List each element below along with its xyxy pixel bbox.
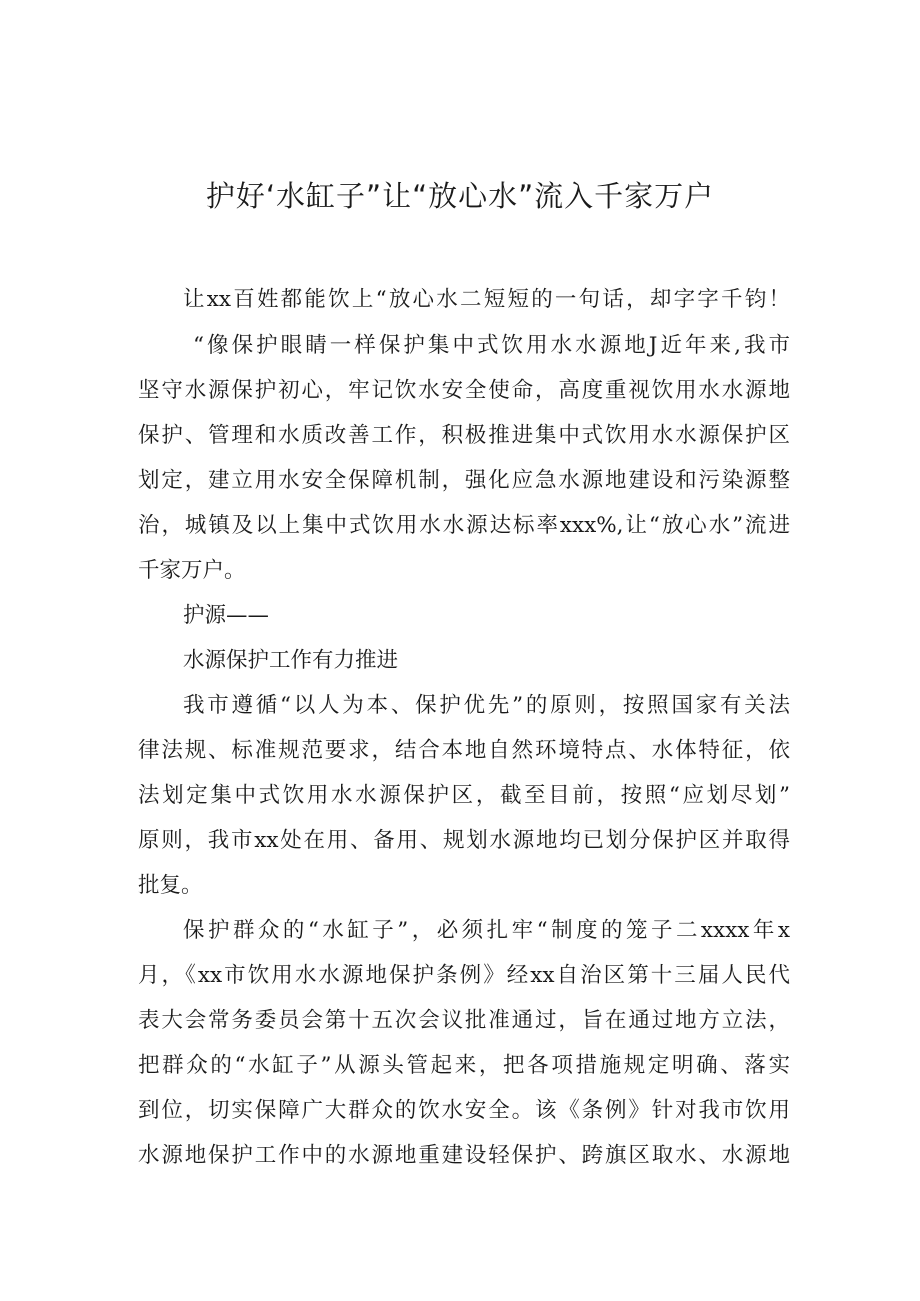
- intro-line: 划定，建立用水安全保障机制，强化应急水源地建设和污染源整: [138, 468, 790, 493]
- paragraph-line: 我市遵循“以人为本、保护优先”的原则，按照国家有关法: [183, 693, 790, 718]
- intro-line: 坚守水源保护初心，牢记饮水安全使命，高度重视饮用水水源地: [138, 378, 790, 403]
- paragraph-line: 表大会常务委员会第十五次会议批准通过，旨在通过地方立法，: [138, 1008, 790, 1033]
- paragraph-line: 到位，切实保障广大群众的饮水安全。该《条例》针对我市饮用: [138, 1098, 790, 1123]
- intro-first-line: 让xx百姓都能饮上“放心水二短短的一句话，却字字千钧！: [183, 287, 790, 312]
- document-title: 护好‘水缸子”让“放心水”流入千家万户: [205, 179, 715, 213]
- paragraph-line: 原则，我市xx处在用、备用、规划水源地均已划分保护区并取得: [138, 828, 790, 853]
- section-heading-subtitle: 水源保护工作有力推进: [183, 648, 399, 673]
- paragraph-line: 批复。: [138, 873, 203, 898]
- paragraph-line: 月，《xx市饮用水水源地保护条例》经xx自治区第十三届人民代: [138, 963, 790, 988]
- intro-line: 治，城镇及以上集中式饮用水水源达标率xxx%,让“放心水”流进: [138, 513, 790, 538]
- intro-line: “像保护眼睛一样保护集中式饮用水水源地J近年来,我市: [193, 333, 790, 358]
- paragraph-line: 法划定集中式饮用水水源保护区，截至目前，按照“应划尽划”: [138, 783, 790, 808]
- paragraph-line: 保护群众的“水缸子”，必须扎牢“制度的笼子二xxxx年x: [183, 918, 790, 943]
- intro-line: 保护、管理和水质改善工作，积极推进集中式饮用水水源保护区: [138, 423, 790, 448]
- paragraph-line: 水源地保护工作中的水源地重建设轻保护、跨旗区取水、水源地: [138, 1143, 790, 1168]
- paragraph-line: 律法规、标准规范要求，结合本地自然环境特点、水体特征，依: [138, 738, 790, 763]
- intro-line: 千家万户。: [138, 558, 246, 583]
- paragraph-line: 把群众的“水缸子”从源头管起来，把各项措施规定明确、落实: [138, 1053, 790, 1078]
- section-heading-label: 护源——: [183, 603, 270, 628]
